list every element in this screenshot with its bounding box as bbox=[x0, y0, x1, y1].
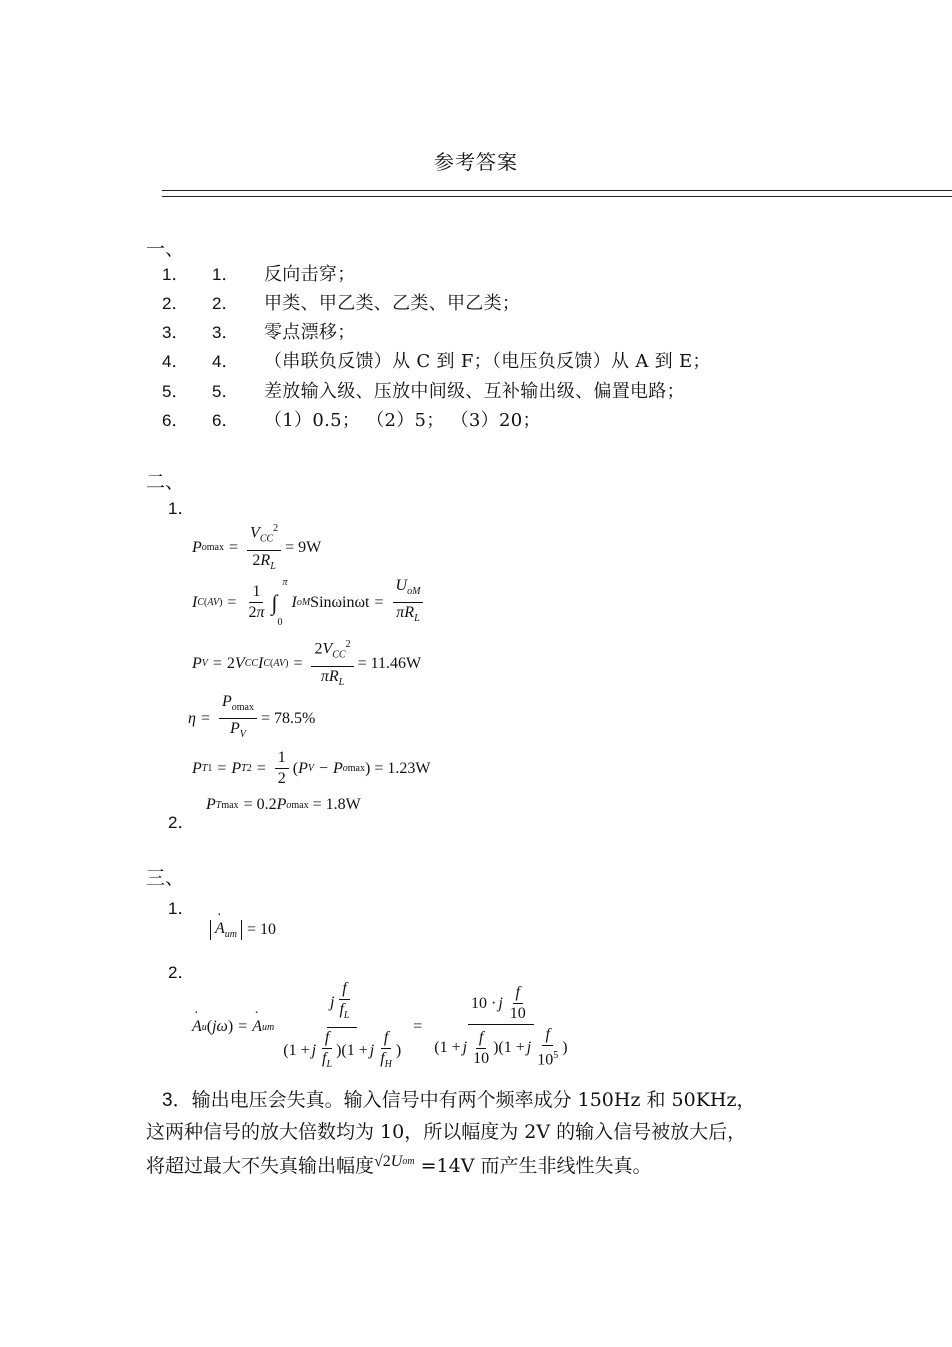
formula-ptmax: P Tmax = 0.2 P omax = 1.8W bbox=[206, 796, 361, 813]
formula-pv-result: = 11.46W bbox=[357, 654, 422, 672]
section-1-item-outer-number: 5． bbox=[162, 382, 189, 401]
section-3-heading: 三、 bbox=[146, 867, 185, 889]
section-1-item-text: （串联负反馈）从 C 到 F；（电压负反馈）从 A 到 E； bbox=[264, 351, 711, 372]
section-2-item-1-number: 1． bbox=[168, 499, 195, 518]
formula-efficiency: η = $\frac{P_{omax}}{P_V}$ = 78.5% bbox=[188, 693, 316, 741]
section-1-item-inner-number: 1． bbox=[212, 265, 239, 284]
section-1-item bbox=[162, 318, 356, 344]
section-3-item-3-number: 3． bbox=[162, 1090, 192, 1111]
formula-icav-mid: Sinωinωt bbox=[310, 593, 370, 611]
section-1-item-outer-number: 2． bbox=[162, 294, 189, 313]
formula-pomax-result: = 9W bbox=[285, 538, 322, 556]
formula-pomax: P omax = $\frac{V_{CC}^2}{2R_L}$ = 9W bbox=[192, 520, 321, 576]
section-1-item-outer-number: 6． bbox=[162, 411, 189, 430]
page-title: 参考答案 bbox=[434, 150, 518, 174]
formula-pt1-result: = 1.23W bbox=[374, 759, 431, 777]
section-1-item-text: 反向击穿； bbox=[264, 264, 356, 285]
formula-transfer-function: · A u ( jω ) = · A um j $\frac{f}{f_L}$ (1 + j $\frac{f}{f_L}$ )(1 + j $\frac{f}{f_H}$ ) = 10 · j $\frac{f}{10}$ (1 + j $\frac{f}{10}$ )(1 + j $\frac{f}{10^5}$ ) bbox=[192, 988, 575, 1066]
title-rule-top bbox=[162, 190, 952, 191]
section-2-heading: 二、 bbox=[146, 471, 185, 493]
section-3-item-3-line-3: 将超过最大不失真输出幅度√2 U om =14V 而产生非线性失真。 bbox=[146, 1153, 652, 1177]
formula-aum: · $A_{um}$ = 10 bbox=[210, 920, 276, 940]
section-1-item-text: （1）0.5； （2）5； （3）20； bbox=[264, 410, 541, 431]
formula-aum-result: = 10 bbox=[247, 921, 277, 939]
section-3-item-1-number: 1． bbox=[168, 899, 195, 918]
section-1-item-inner-number: 4． bbox=[212, 352, 239, 371]
formula-efficiency-result: = 78.5% bbox=[260, 709, 316, 727]
section-1-item-text: 甲类、甲乙类、乙类、甲乙类； bbox=[264, 293, 521, 314]
section-1-item-outer-number: 1． bbox=[162, 265, 189, 284]
formula-pt1: P T1 = P T2 = $\frac{1}{2}$ ( P V − P omax ) = 1.23W bbox=[192, 749, 431, 787]
section-3-para-line-1: 输出电压会失真。输入信号中有两个频率成分 150Hz 和 50KHz， bbox=[191, 1089, 756, 1111]
section-3-item-3-line-1 bbox=[162, 1084, 756, 1117]
section-1-item-outer-number: 4． bbox=[162, 352, 189, 371]
section-1-item-inner-number: 2． bbox=[212, 294, 239, 313]
section-1-item-text: 差放输入级、压放中间级、互补输出级、偏置电路； bbox=[264, 381, 685, 402]
section-2-item-2-number: 2． bbox=[168, 813, 195, 832]
section-1-item bbox=[162, 260, 356, 286]
section-1-item bbox=[162, 406, 541, 432]
section-1-item-inner-number: 3． bbox=[212, 323, 239, 342]
section-1-item-inner-number: 5． bbox=[212, 382, 239, 401]
section-3-para-line-2: 这两种信号的放大倍数均为 10，所以幅度为 2V 的输入信号被放大后， bbox=[146, 1121, 747, 1143]
section-1-item bbox=[162, 377, 685, 403]
formula-pv: P V = 2 V CC I C(AV) = $\frac{2V_{CC}^2}{\pi R_L}$ = 11.46W bbox=[192, 636, 421, 692]
formula-ptmax-result: = 1.8W bbox=[312, 796, 361, 813]
formula-icav: I C(AV) = $\frac{1}{2\pi}$ ∫ 0 π I oM Sinωinωt = $\frac{U_{oM}}{\pi R_L}$ bbox=[192, 577, 427, 628]
section-3-item-2-number: 2． bbox=[168, 963, 195, 982]
section-3-para-line-3b: =14V 而产生非线性失真。 bbox=[420, 1155, 652, 1177]
title-rule-bottom bbox=[162, 196, 952, 197]
section-1-item bbox=[162, 289, 520, 315]
section-1-item-inner-number: 6． bbox=[212, 411, 239, 430]
section-1-heading: 一、 bbox=[146, 238, 185, 260]
section-1-item-text: 零点漂移； bbox=[264, 322, 356, 343]
section-1-item bbox=[162, 347, 711, 373]
section-1-item-outer-number: 3． bbox=[162, 323, 189, 342]
formula-ptmax-coef: = 0.2 bbox=[243, 796, 277, 813]
section-3-para-line-3a: 将超过最大不失真输出幅度 bbox=[146, 1155, 375, 1177]
